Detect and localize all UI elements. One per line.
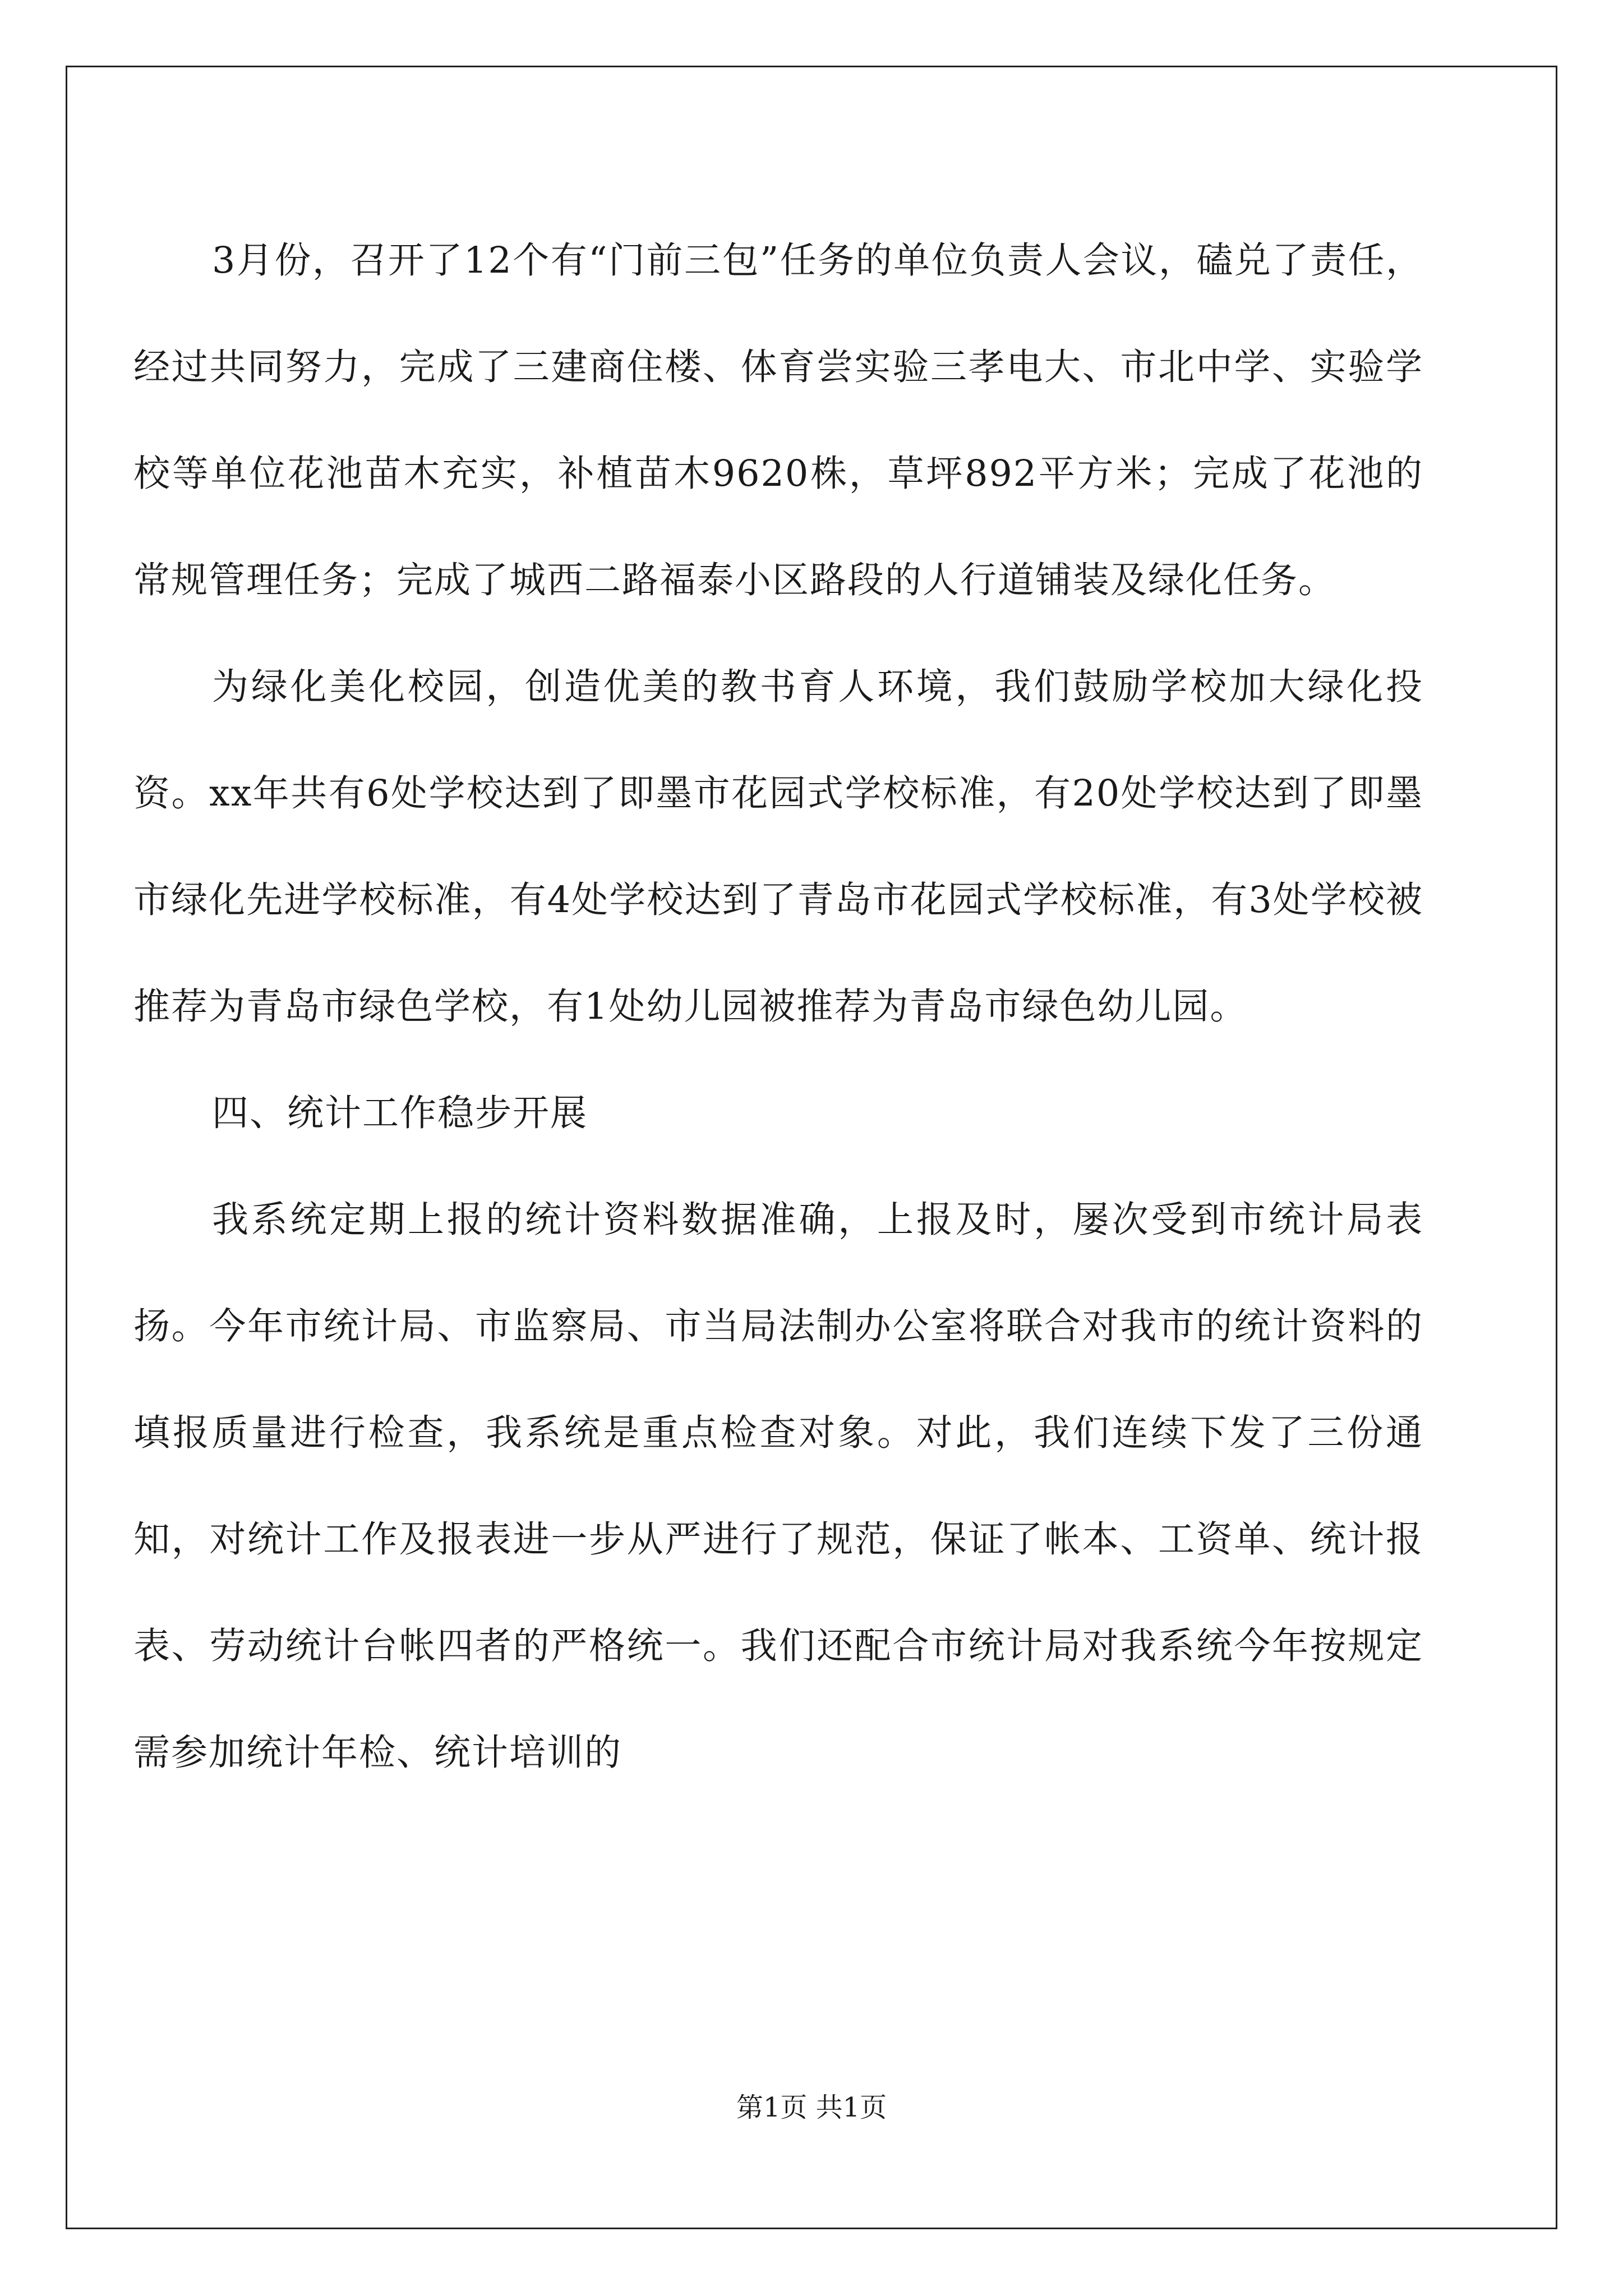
paragraph-greening-responsibility: 3月份，召开了12个有“门前三包”任务的单位负责人会议，磕兑了责任，经过共同努力，完成了三建商住楼、体育尝实验三孝电大、市北中学、实验学校等单位花池苗木充实，补植苗木9620株，草坪892平方米；完成了花池的常规管理任务；完成了城西二路福泰小区路段的人行道铺装及绿化任务。 (133, 240, 1423, 601)
section-heading-statistics: 四、统计工作稳步开展 (212, 1092, 588, 1134)
page-footer: 第1页 共1页 (736, 2092, 887, 2123)
paragraph-statistics-work: 我系统定期上报的统计资料数据准确，上报及时，屡次受到市统计局表扬。今年市统计局、市监察局、市当局法制办公室将联合对我市的统计资料的填报质量进行检查，我系统是重点检查对象。对此，我们连续下发了三份通知，对统计工作及报表进一步从严进行了规范，保证了帐本、工资单、统计报表、劳动统计台帐四者的严格统一。我们还配合市统计局对我系统今年按规定需参加统计年检、统计培训的 (133, 1199, 1423, 1774)
paragraph-school-greening: 为绿化美化校园，创造优美的教书育人环境，我们鼓励学校加大绿化投资。xx年共有6处学校达到了即墨市花园式学校标准，有20处学校达到了即墨市绿化先进学校标准，有4处学校达到了青岛市花园式学校标准，有3处学校被推荐为青岛市绿色学校，有1处幼儿园被推荐为青岛市绿色幼儿园。 (133, 666, 1423, 1028)
document-body (133, 208, 1423, 1806)
